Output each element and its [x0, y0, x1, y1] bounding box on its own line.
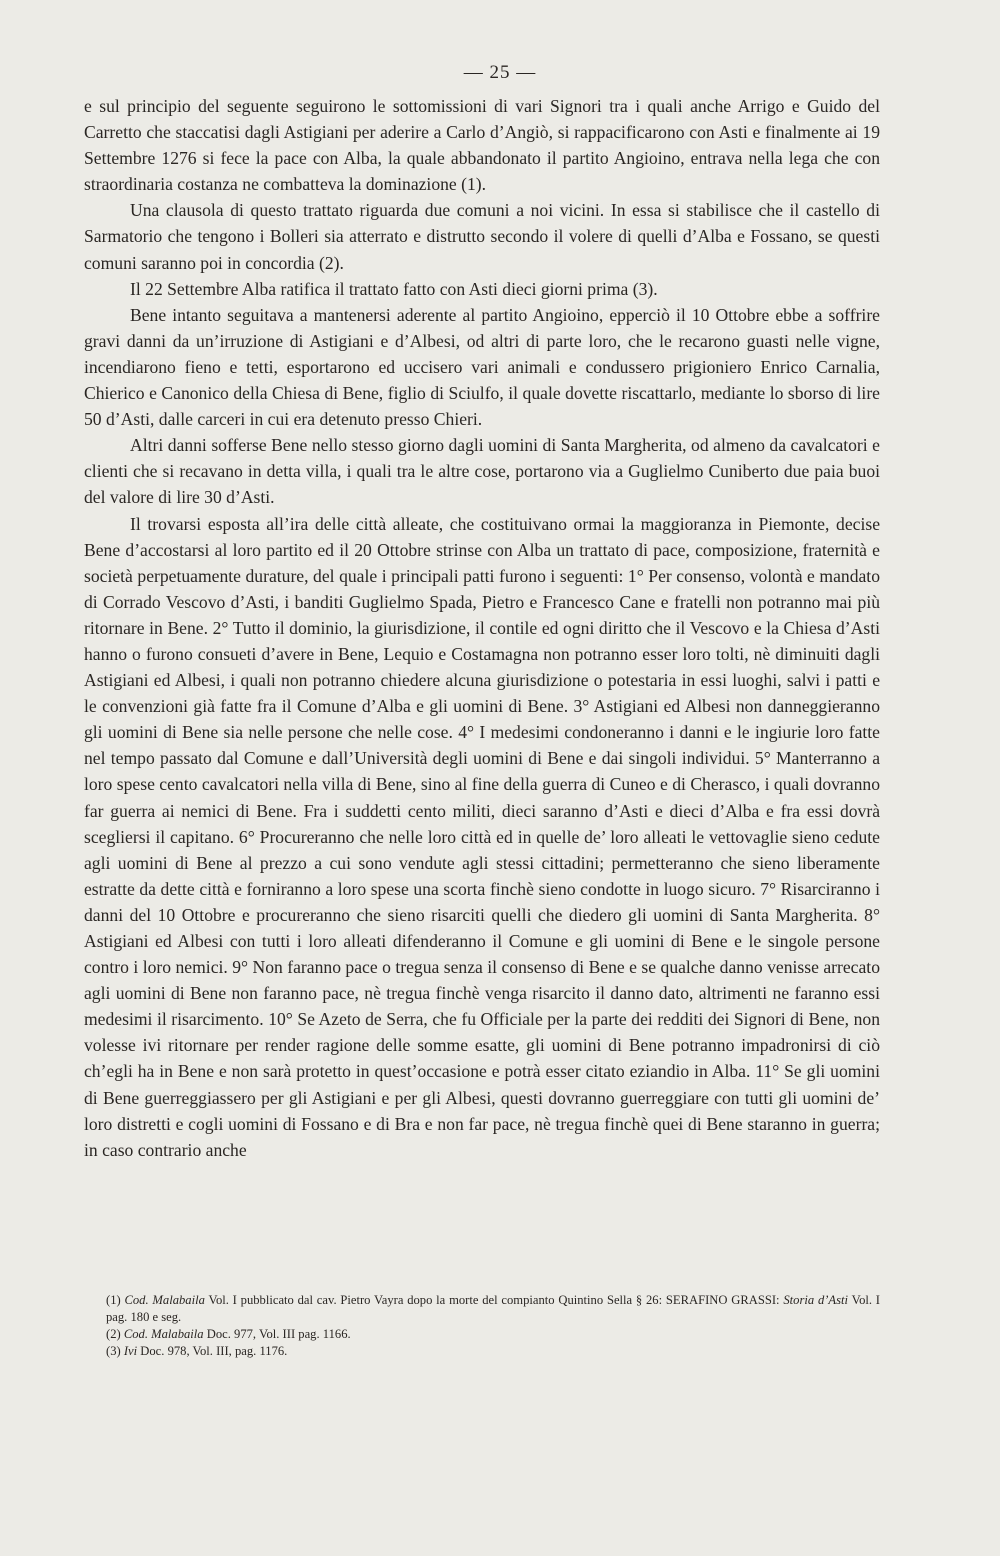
paragraph: Una clausola di questo trattato riguarda due comuni a noi vicini. In essa si stabilisce che il castello di Sarmatorio che tengono i Bolleri sia atterrato e distrutto secondo il volere di quelli d’Alba e Fossano, se questi comuni saranno poi in concordia (2). [84, 200, 880, 273]
footnote [84, 1343, 880, 1360]
paragraph: Bene intanto seguitava a mantenersi aderente al partito Angioino, epperciò il 10 Ottobre ebbe a soffrire gravi danni da un’irruzione di Astigiani e d’Albesi, od altri di parte loro, che le recarono guasti nelle vigne, incendiarono fieno e tetti, esportarono ed uccisero vari animali e condussero prigioniero Enrico Carnalia, Chierico e Canonico della Chiesa di Bene, figlio di Sciulfo, il quale dovette riscattarlo, mediante lo sborso di lire 50 d’Asti, dalle carceri in cui era detenuto presso Chieri. [84, 304, 880, 430]
footnote-mark: (3) [106, 1344, 121, 1358]
footnote [84, 1292, 880, 1326]
footnotes [84, 1292, 880, 1360]
footnote-source: Ivi [123, 1344, 138, 1358]
footnote-tail: Vol. I pag. 180 e seg. [106, 1293, 880, 1324]
footnote-mark: (2) [106, 1327, 121, 1341]
footnote-text: Doc. 978, Vol. III, pag. 1176. [137, 1344, 288, 1358]
paragraph: e sul principio del seguente seguirono le sottomissioni di vari Signori tra i quali anche Arrigo e Guido del Carretto che staccatisi dagli Astigiani per aderire a Carlo d’Angiò, si rappacificarono con Asti e finalmente ai 19 Settembre 1276 si fece la pace con Alba, la quale abbandonato il partito Angioino, entrava nella lega che con straordinaria costanza ne combatteva la dominazione (1). [84, 96, 880, 195]
footnote-source: Cod. Malabaila [123, 1327, 204, 1341]
body-text [84, 93, 880, 1163]
paragraph: Il 22 Settembre Alba ratifica il trattato fatto con Asti dieci giorni prima (3). [130, 278, 658, 299]
footnote [84, 1326, 880, 1343]
footnote-mark: (1) [106, 1293, 121, 1307]
footnote-text: Vol. I pubblicato dal cav. Pietro Vayra dopo la morte del compianto Quintino Sella § 26: SERAFINO GRASSI: [204, 1293, 784, 1307]
footnote-source: Cod. Malabaila [124, 1293, 205, 1307]
paragraph: Il trovarsi esposta all’ira delle città alleate, che costituivano ormai la maggioranza in Piemonte, decise Bene d’accostarsi al loro partito ed il 20 Ottobre strinse con Alba un trattato di pace, composizione, fraternità e società perpetuamente durature, del quale i principali patti furono i seguenti: 1° Per consenso, volontà e mandato di Corrado Vescovo d’Asti, i banditi Guglielmo Spada, Pietro e Francesco Cane e fratelli non potranno mai più ritornare in Bene. 2° Tutto il dominio, la giurisdizione, il contile ed ogni diritto che il Vescovo e la Chiesa d’Asti hanno o furono consueti d’avere in Bene, Lequio e Costamagna non potranno esser loro tolti, nè diminuiti dagli Astigiani ed Albesi, i quali non potranno chiedere alcuna giurisdizione o potestaria in essi luoghi, salvi i patti e le convenzioni già fatte fra il Comune d’Alba e gli uomini di Bene. 3° Astigiani ed Albesi non danneggieranno gli uomini di Bene sia nelle persone che nelle cose. 4° I medesimi condoneranno i danni e le ingiurie loro fatte nel tempo passato dal Comune e dall’Università degli uomini di Bene e dai singoli individui. 5° Manterranno a loro spese cento cavalcatori nella villa di Bene, sino al fine della guerra di Cuneo e di Cherasco, i quali dovranno far guerra ai nemici di Bene. Fra i suddetti cento militi, dieci saranno d’Asti e dieci d’Alba e fra essi dovrà scegliersi il capitano. 6° Procureranno che nelle loro città ed in quelle de’ loro alleati le vettovaglie sieno cedute agli uomini di Bene al prezzo a cui sono vendute agli stessi cittadini; permetteranno che sieno liberamente estratte da dette città e forniranno a loro spese una scorta finchè sieno condotte in luogo sicuro. 7° Risarciranno i danni del 10 Ottobre e procureranno che sieno risarciti quelli che diedero gli uomini di Santa Margherita. 8° Astigiani ed Albesi con tutti i loro alleati difenderanno il Comune e gli uomini di Bene e le singole persone contro i loro nemici. 9° Non faranno pace o tregua senza il consenso di Bene e se qualche danno venisse arrecato agli uomini di Bene non faranno pace, nè tregua finchè venga risarcito il danno dato, altrimenti ne faranno essi medesimi il risarcimento. 10° Se Azeto de Serra, che fu Officiale per la parte dei redditi dei Signori di Bene, non volesse ivi ritornare per render ragione delle somme esatte, gli uomini di Bene potranno impadronirsi di ciò ch’egli ha in Bene e non sarà protetto in quest’occasione e potrà esser citato eziandio in Alba. 11° Se gli uomini di Bene guerreggiassero per gli Astigiani e per gli Albesi, questi dovranno guerreggiare con tutti gli uomini de’ loro distretti e cogli uomini di Fossano e di Bra e non far pace, nè tregua finchè quei di Bene staranno in guerra; in caso contrario anche [84, 513, 880, 1160]
footnote-text: Doc. 977, Vol. III pag. 1166. [203, 1327, 351, 1341]
footnote-work: Storia d’Asti [783, 1293, 849, 1307]
page-number: — 25 — [463, 62, 537, 83]
paragraph: Altri danni sofferse Bene nello stesso giorno dagli uomini di Santa Margherita, od almeno da cavalcatori e clienti che si recavano in detta villa, i quali tra le altre cose, portarono via a Guglielmo Cuniberto due paia buoi del valore di lire 30 d’Asti. [84, 435, 880, 508]
